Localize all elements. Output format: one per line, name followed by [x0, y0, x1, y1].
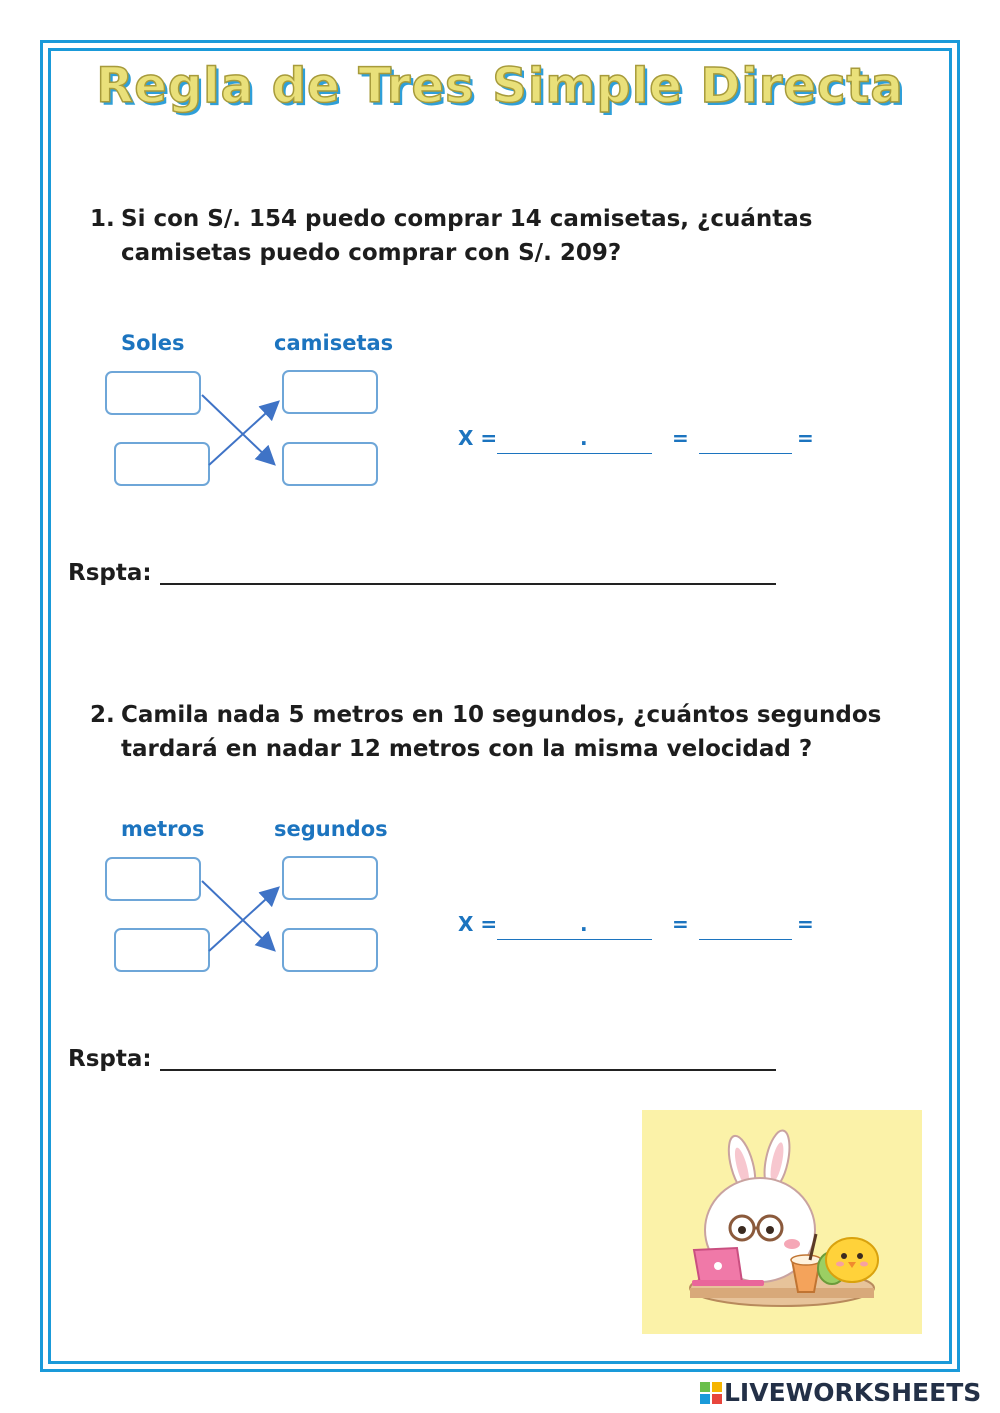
- liveworksheets-grid-icon: [700, 1382, 722, 1404]
- q2-arrow-down: [202, 881, 273, 949]
- q1-left-column-label: Soles: [121, 331, 185, 355]
- bunny-study-icon: [642, 1110, 922, 1334]
- question-2-number: 2.: [90, 702, 115, 728]
- page-title: Regla de Tres Simple Directa: [96, 58, 904, 114]
- q1-answer-line[interactable]: [160, 583, 776, 585]
- question-2-line-1: Camila nada 5 metros en 10 segundos, ¿cuántos segundos: [121, 702, 882, 728]
- q2-box-top-left[interactable]: [105, 857, 201, 901]
- q1-box-bottom-right[interactable]: [282, 442, 378, 486]
- q2-box-bottom-right[interactable]: [282, 928, 378, 972]
- q2-left-column-label: metros: [121, 817, 205, 841]
- q2-right-column-label: segundos: [274, 817, 388, 841]
- q1-arrow-down: [202, 395, 273, 463]
- q2-answer-line[interactable]: [160, 1069, 776, 1071]
- q2-box-top-right[interactable]: [282, 856, 378, 900]
- q2-x-label: X =: [458, 912, 498, 936]
- q1-equals-2: =: [797, 426, 814, 450]
- q1-result-blank[interactable]: [699, 453, 792, 454]
- question-1-number: 1.: [90, 206, 115, 232]
- q1-right-column-label: camisetas: [274, 331, 394, 355]
- q1-answer-label: Rspta:: [68, 560, 152, 586]
- q2-answer-label: Rspta:: [68, 1046, 152, 1072]
- bunny-illustration: [642, 1110, 922, 1334]
- q2-numerator-blank[interactable]: [497, 939, 652, 940]
- q2-dot: .: [580, 912, 588, 936]
- q2-cross-arrows: [195, 871, 290, 961]
- liveworksheets-wordmark: LIVEWORKSHEETS: [724, 1378, 982, 1407]
- question-2: [90, 698, 910, 766]
- q1-box-top-right[interactable]: [282, 370, 378, 414]
- question-1-line-1: Si con S/. 154 puedo comprar 14 camisetas, ¿cuántas: [121, 206, 813, 232]
- q1-x-label: X =: [458, 426, 498, 450]
- q1-box-top-left[interactable]: [105, 371, 201, 415]
- q2-equals-1: =: [672, 912, 689, 936]
- q1-dot: .: [580, 426, 588, 450]
- question-2-line-2: tardará en nadar 12 metros con la misma velocidad ?: [121, 736, 813, 762]
- question-1: [90, 202, 910, 270]
- q1-equals-1: =: [672, 426, 689, 450]
- q1-numerator-blank[interactable]: [497, 453, 652, 454]
- question-1-line-2: camisetas puedo comprar con S/. 209?: [121, 240, 622, 266]
- q2-result-blank[interactable]: [699, 939, 792, 940]
- liveworksheets-logo: [700, 1378, 981, 1407]
- q1-cross-arrows: [195, 385, 290, 475]
- q2-equals-2: =: [797, 912, 814, 936]
